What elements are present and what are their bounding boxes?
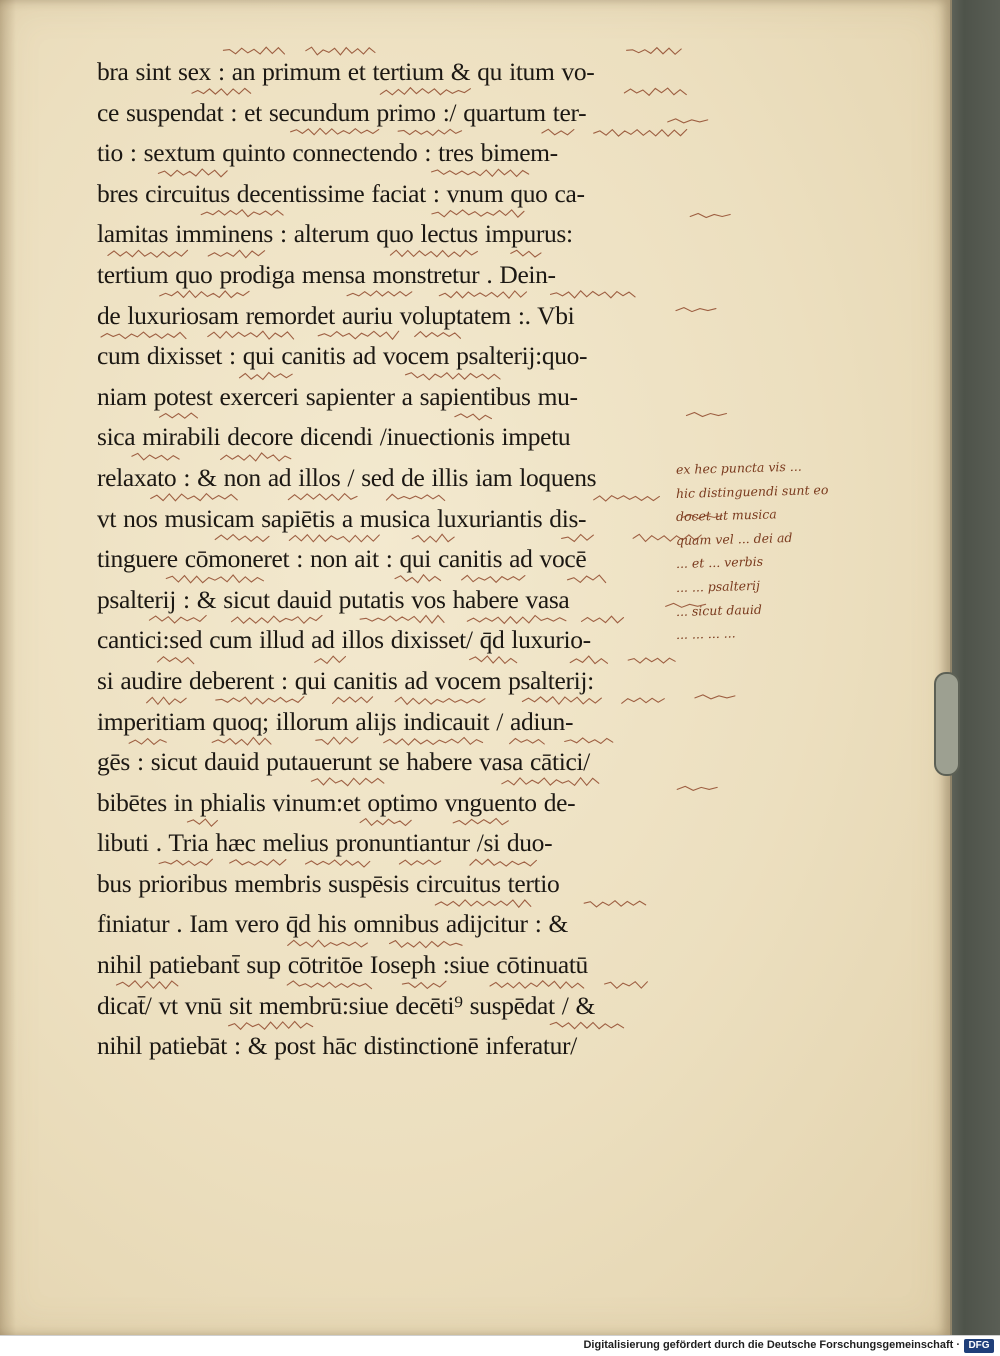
text-line: libuti . Tria hæc melius pronuntiantur /si duo- xyxy=(97,828,553,858)
text-line: ce suspendat : et secundum primo :/ quartum ter- xyxy=(97,97,587,127)
dfg-logo: DFG xyxy=(964,1339,994,1353)
text-line: bibētes in phialis vinum:et optimo vnguento de- xyxy=(97,787,576,817)
text-line: si audire deberent : qui canitis ad vocem psalterij: xyxy=(97,665,594,695)
marginal-note-line: ... ... ... ... xyxy=(675,625,736,643)
marginal-note-line: ... ... psalterij xyxy=(675,577,761,595)
text-line: imperitiam quoq; illorum alijs indicauit / adiun- xyxy=(97,706,574,736)
footer-credit: Digitalisierung gefördert durch die Deutsche Forschungsgemeinschaft · xyxy=(583,1339,960,1351)
text-line: bra sint sex : an primum et tertium & qu itum vo- xyxy=(97,57,595,86)
main-text-block xyxy=(97,52,677,1067)
margin-stroke xyxy=(677,786,717,790)
text-line: bus prioribus membris suspēsis circuitus tertio xyxy=(97,868,560,898)
text-line: tertium quo prodiga mensa monstretur . Dein- xyxy=(97,259,556,289)
marginal-note-line: ... et ... verbis xyxy=(675,554,764,572)
marginal-note-line: ex hec puncta vis ... xyxy=(675,458,802,477)
margin-stroke xyxy=(676,308,716,312)
text-line: nihil patiebāt : & post hāc distinctionē inferatur/ xyxy=(97,1031,577,1061)
margin-stroke xyxy=(690,213,730,217)
page-edge-clip xyxy=(934,672,960,776)
text-line: tinguere cōmoneret : non ait : qui canitis ad vocē xyxy=(97,544,587,574)
text-line: psalterij : & sicut dauid putatis vos habere vasa xyxy=(97,584,570,614)
text-line: nihil patiebant̄ sup cōtritōe Ioseph :siue cōtinuatū xyxy=(97,950,588,980)
margin-stroke xyxy=(686,413,726,417)
text-line: finiatur . Iam vero q̄d his omnibus adijcitur : & xyxy=(97,909,568,939)
text-line: dicat̄/ vt vnū sit membrū:siue decēti⁹ suspēdat / & xyxy=(97,990,595,1020)
marginal-note-line: docet ut musica xyxy=(675,506,777,525)
text-line: niam potest exerceri sapienter a sapientibus mu- xyxy=(97,381,578,411)
text-line: tio : sextum quinto connectendo : tres bimem- xyxy=(97,138,558,168)
text-line: de luxuriosam remordet auriu voluptatem :. Vbi xyxy=(97,300,575,330)
text-line: lamitas imminens : alterum quo lectus impurus: xyxy=(97,219,573,249)
text-line: relaxato : & non ad illos / sed de illis iam loquens xyxy=(97,462,597,492)
text-line: sica mirabili decore dicendi /inuectionis impetu xyxy=(97,422,571,452)
marginal-note-line: quam vel ... dei ad xyxy=(675,529,793,548)
margin-stroke xyxy=(695,695,735,699)
text-line: cantici:sed cum illud ad illos dixisset/ q̄d luxurio- xyxy=(97,625,591,655)
text-line: bres circuitus decentissime faciat : vnum quo ca- xyxy=(97,178,585,208)
text-line: vt nos musicam sapiētis a musica luxuriantis dis- xyxy=(97,503,587,533)
marginal-note-line: hic distinguendi sunt eo xyxy=(675,481,829,501)
footer-bar xyxy=(0,1335,1000,1356)
marginal-note-line: ... sicut dauid xyxy=(675,601,763,619)
marginal-note xyxy=(676,458,938,647)
text-line: cum dixisset : qui canitis ad vocem psalterij:quo- xyxy=(97,341,588,371)
text-line: gēs : sicut dauid putauerunt se habere vasa cātici/ xyxy=(97,747,590,777)
